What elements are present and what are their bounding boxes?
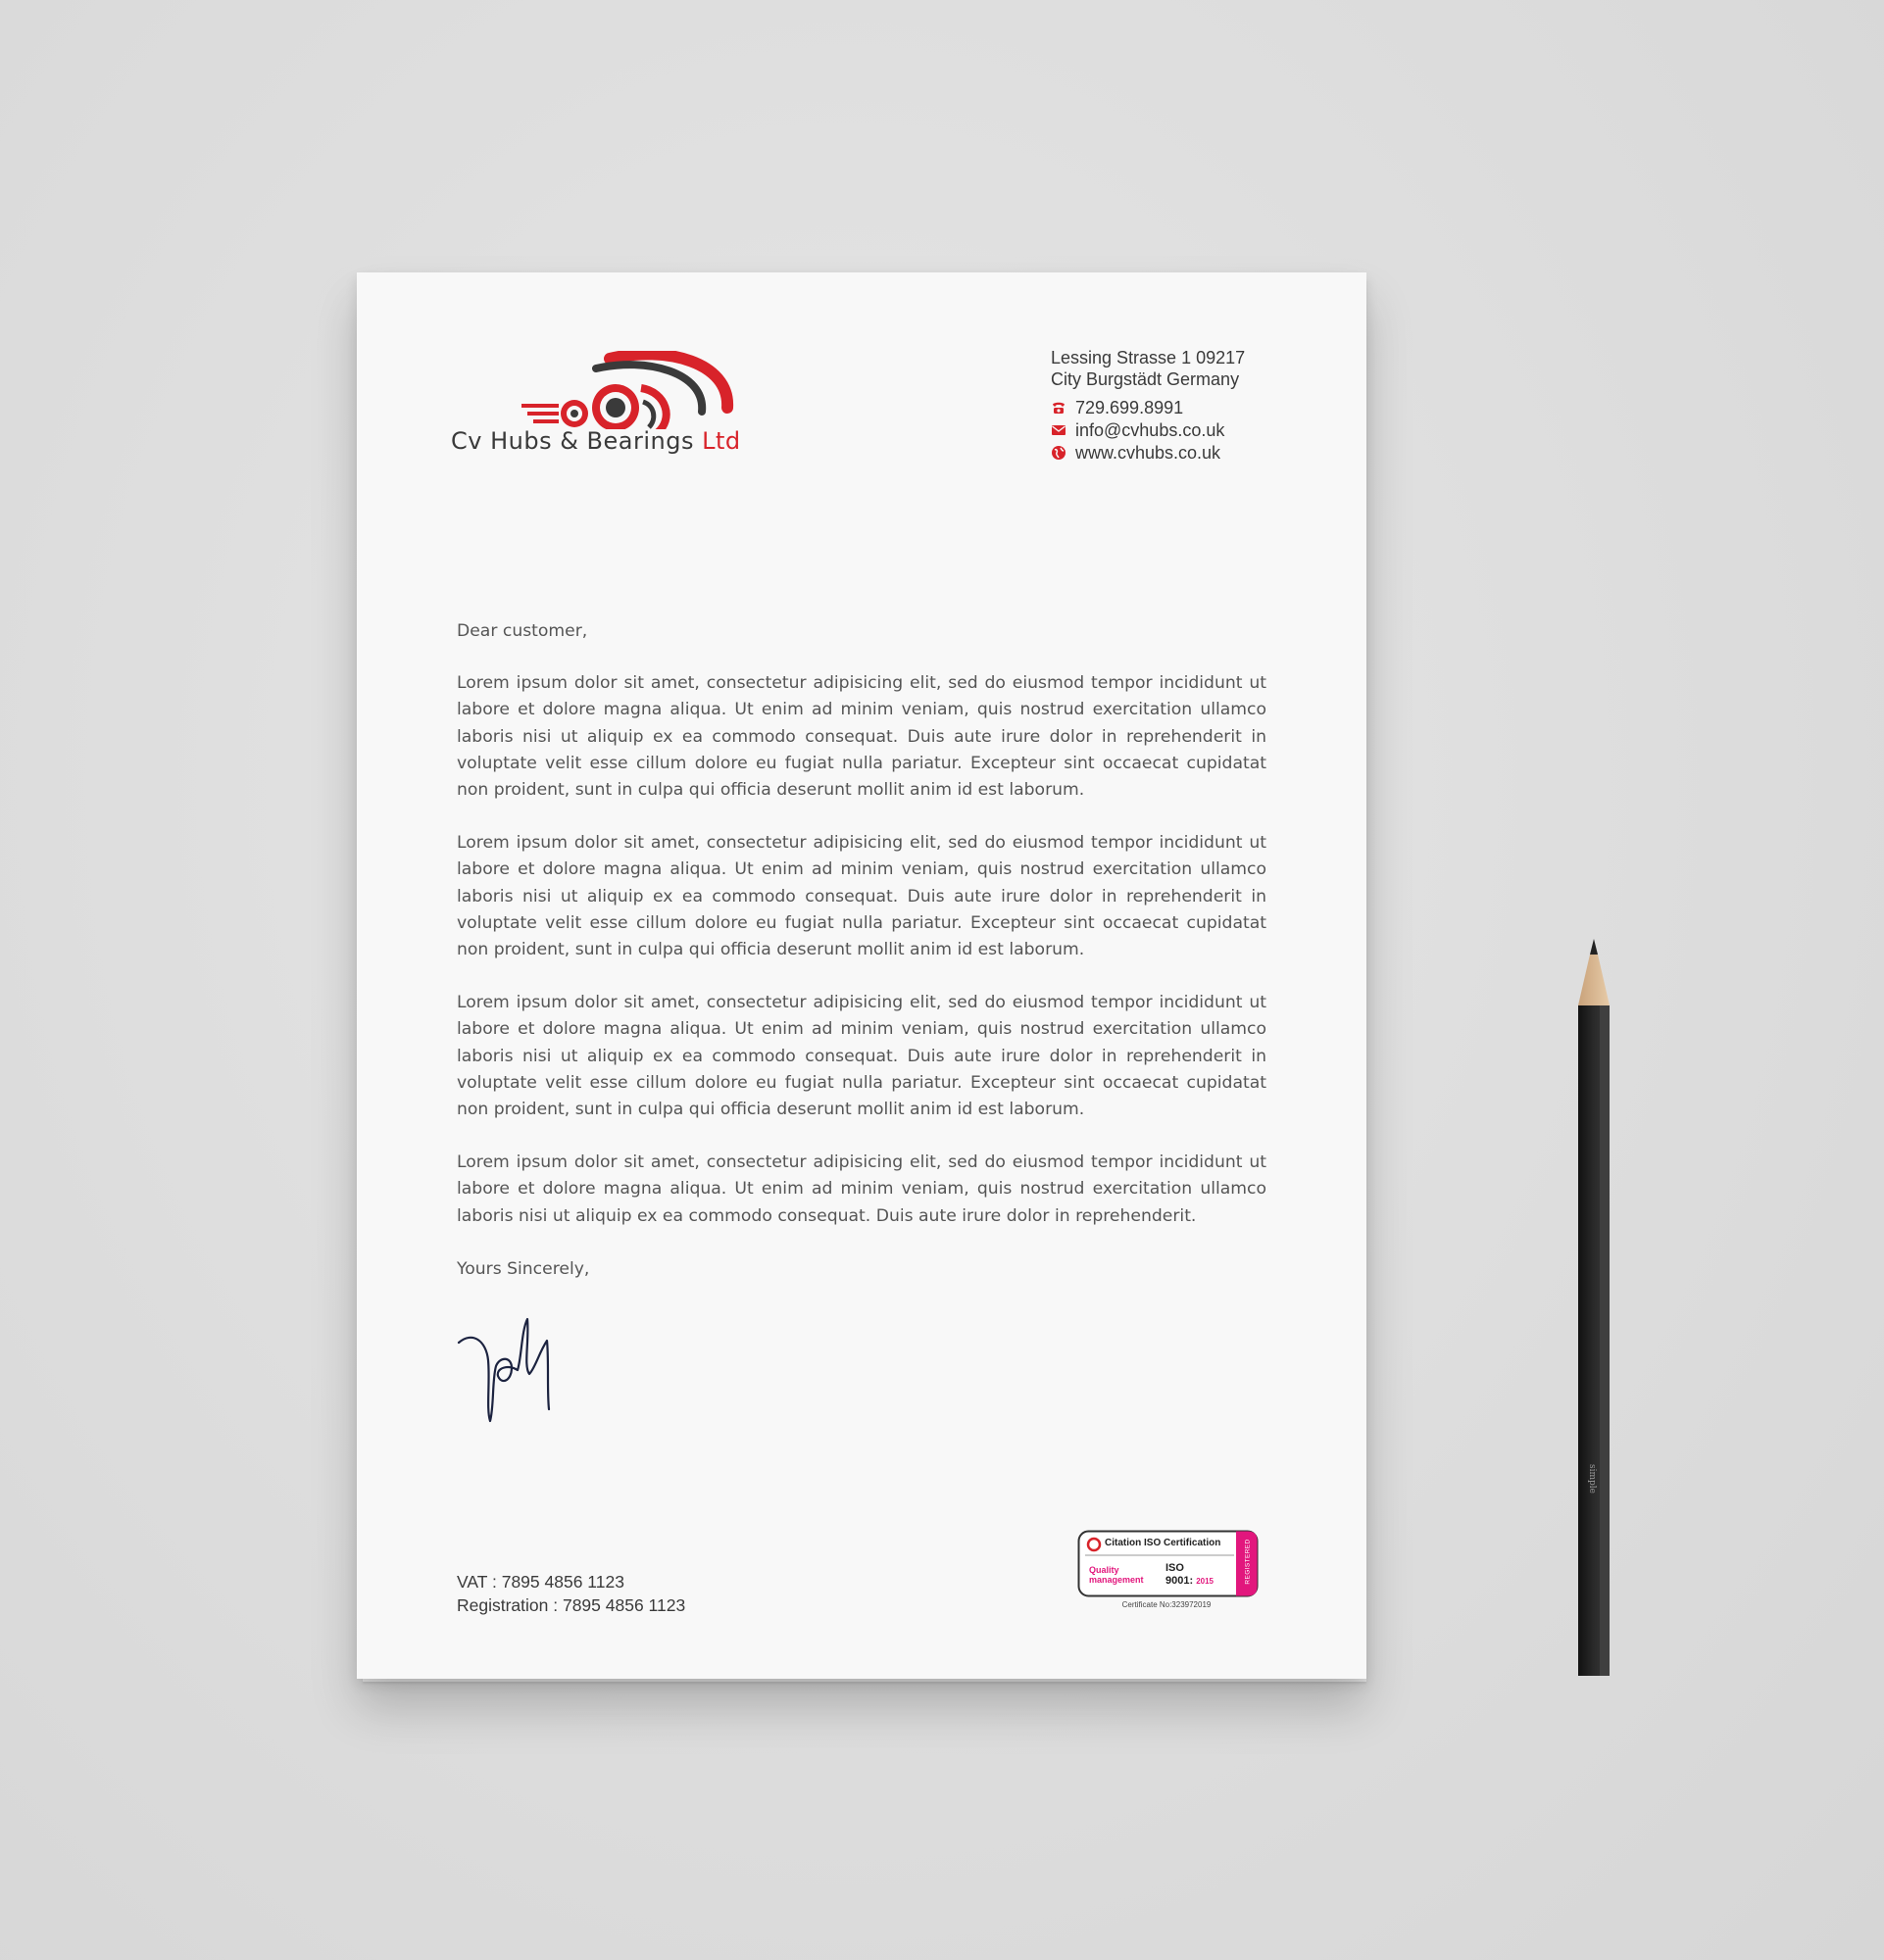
iso-certification-badge [1077, 1530, 1264, 1608]
body-paragraph-1: Lorem ipsum dolor sit amet, consectetur adipisicing elit, sed do eiusmod tempor incididunt ut labore et dolore magna aliqua. Ut enim ad minim veniam, quis nostrud exercitation ullamco laboris nisi ut aliquip ex ea commodo consequat. Duis aute irure dolor in reprehenderit in voluptate velit esse cillum dolore eu fugiat nulla pariatur. Excepteur sint occaecat cupidatat non proident, sunt in culpa qui officia deserunt mollit anim id est laborum. [457, 673, 1266, 801]
contact-block [1051, 347, 1245, 464]
logo-wordmark-ltd: Ltd [702, 427, 741, 455]
registration-number: Registration : 7895 4856 1123 [457, 1595, 686, 1615]
body-paragraph-4: Lorem ipsum dolor sit amet, consectetur adipisicing elit, sed do eiusmod tempor incididunt ut labore et dolore magna aliqua. Ut enim ad minim veniam, quis nostrud exercitation ullamco laboris nisi ut aliquip ex ea commodo consequat. Duis aute irure dolor in reprehenderit. [457, 1152, 1266, 1226]
website-row [1051, 441, 1245, 464]
iso-badge-category-1: Quality [1089, 1565, 1119, 1575]
greeting: Dear customer, [457, 621, 588, 641]
vat-number: VAT : 7895 4856 1123 [457, 1572, 624, 1592]
registration-block [457, 1570, 685, 1617]
iso-badge-standard-2 [1165, 1575, 1214, 1587]
body-paragraph-2: Lorem ipsum dolor sit amet, consectetur adipisicing elit, sed do eiusmod tempor incididunt ut labore et dolore magna aliqua. Ut enim ad minim veniam, quis nostrud exercitation ullamco laboris nisi ut aliquip ex ea commodo consequat. Duis aute irure dolor in reprehenderit in voluptate velit esse cillum dolore eu fugiat nulla pariatur. Excepteur sint occaecat cupidatat non proident, sunt in culpa qui officia deserunt mollit anim id est laborum. [457, 833, 1266, 960]
email-row [1051, 418, 1245, 441]
certificate-number: Certificate No:323972019 [1121, 1600, 1212, 1609]
iso-badge-year: 2015 [1196, 1577, 1214, 1586]
closing: Yours Sincerely, [457, 1258, 590, 1279]
iso-badge-category-2: management [1089, 1575, 1144, 1585]
email-icon [1051, 422, 1066, 438]
website-url[interactable]: www.cvhubs.co.uk [1075, 442, 1221, 463]
pencil-body [1576, 939, 1611, 1676]
phone-row [1051, 396, 1245, 418]
letter-body [457, 618, 1266, 1309]
pencil-brand: simple [1587, 1464, 1597, 1494]
address-line-1: Lessing Strasse 1 09217 [1051, 348, 1246, 368]
globe-icon [1051, 445, 1066, 461]
iso-badge-standard-number: 9001: [1165, 1575, 1194, 1587]
phone-icon [1051, 400, 1066, 416]
address-line-2: City Burgstädt Germany [1051, 369, 1240, 389]
letterhead-sheet [357, 272, 1366, 1679]
logo-wordmark-main: Cv Hubs & Bearings [451, 427, 694, 455]
iso-badge-title: Citation ISO Certification [1105, 1538, 1221, 1548]
iso-badge-standard-1: ISO [1165, 1562, 1184, 1574]
pencil [1576, 939, 1611, 1676]
logo-mark-icon [520, 351, 745, 429]
email-address[interactable]: info@cvhubs.co.uk [1075, 419, 1225, 440]
company-logo [451, 351, 804, 461]
body-paragraph-3: Lorem ipsum dolor sit amet, consectetur adipisicing elit, sed do eiusmod tempor incididunt ut labore et dolore magna aliqua. Ut enim ad minim veniam, quis nostrud exercitation ullamco laboris nisi ut aliquip ex ea commodo consequat. Duis aute irure dolor in reprehenderit in voluptate velit esse cillum dolore eu fugiat nulla pariatur. Excepteur sint occaecat cupidatat non proident, sunt in culpa qui officia deserunt mollit anim id est laborum. [457, 993, 1266, 1120]
phone-number: 729.699.8991 [1075, 397, 1184, 417]
logo-wordmark [451, 427, 741, 455]
iso-badge-side-label: REGISTERED [1244, 1539, 1252, 1585]
signature [453, 1311, 580, 1429]
